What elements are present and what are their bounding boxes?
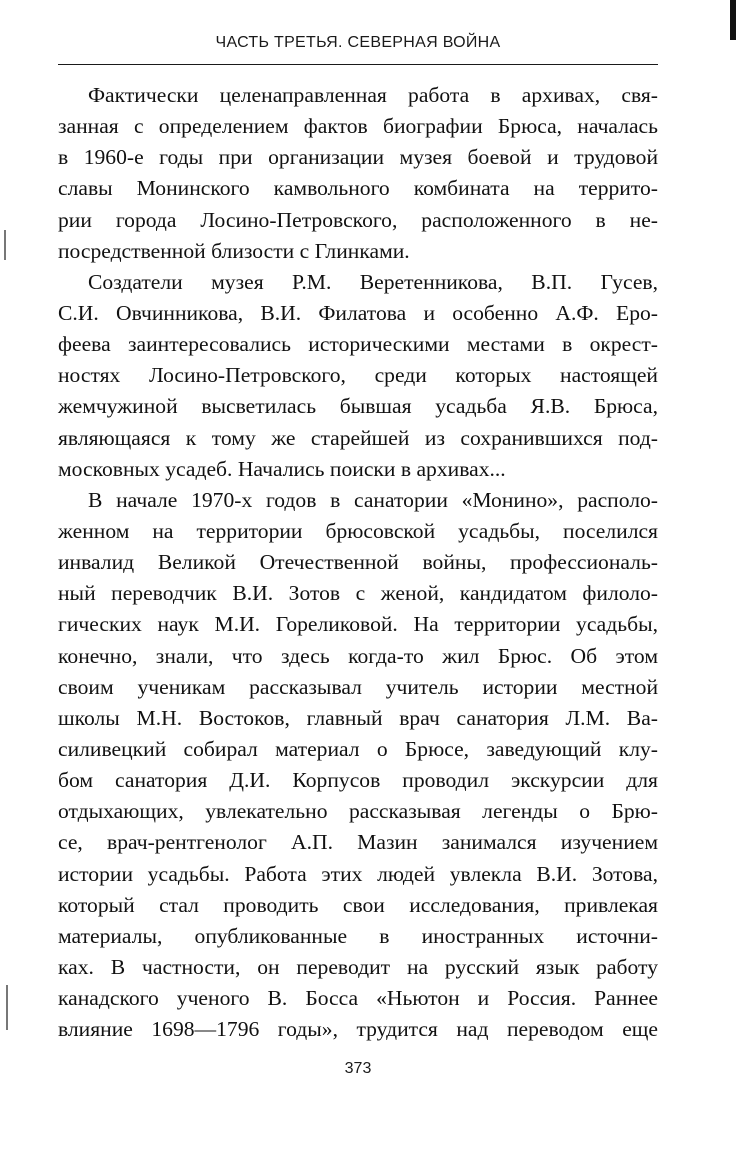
paragraph (58, 485, 658, 1046)
page-number: 373 (344, 1060, 372, 1077)
text-line: московных усадеб. Начались поиски в архивах... (58, 456, 506, 481)
running-title: ЧАСТЬ ТРЕТЬЯ. СЕВЕРНАЯ ВОЙНА (215, 34, 501, 51)
text-line: Фактически целенаправленная работа в архивах, свя- (88, 83, 658, 107)
text-line: феева заинтересовались историческими местами в окрест- (58, 332, 658, 357)
text-line: ный переводчик В.И. Зотов с женой, кандидатом филоло- (58, 581, 658, 606)
paragraph (58, 80, 658, 267)
text-line: рии города Лосино-Петровского, расположенного в не- (58, 207, 658, 232)
text-line: се, врач-рентгенолог А.П. Мазин занимался изучением (58, 830, 658, 855)
body-text (58, 80, 658, 1045)
text-line: славы Монинского камвольного комбината на террито- (58, 176, 658, 201)
text-line: занная с определением фактов биографии Брюса, началась (58, 114, 658, 139)
page-edge-mark (730, 0, 736, 40)
text-line: отдыхающих, увлекательно рассказывая легенды о Брю- (58, 799, 658, 824)
text-line: ностях Лосино-Петровского, среди которых настоящей (58, 363, 658, 388)
text-line: гических наук М.И. Гореликовой. На территории усадьбы, (58, 612, 658, 637)
gutter-mark (4, 230, 6, 260)
text-line: материалы, опубликованные в иностранных источни- (58, 923, 658, 948)
gutter-mark (6, 985, 8, 1030)
text-line: влияние 1698—1796 годы», трудится над переводом еще (58, 1017, 658, 1042)
text-line: В начале 1970-х годов в санатории «Монино», располо- (88, 487, 658, 512)
text-line: который стал проводить свои исследования, привлекая (58, 892, 658, 917)
header-rule (58, 64, 658, 65)
paragraph (58, 267, 658, 485)
text-line: силивецкий собирал материал о Брюсе, заведующий клу- (58, 736, 658, 761)
text-line: истории усадьбы. Работа этих людей увлекла В.И. Зотова, (58, 861, 658, 886)
text-line: жемчужиной высветилась бывшая усадьба Я.В. Брюса, (58, 394, 658, 419)
text-line: конечно, знали, что здесь когда-то жил Брюс. Об этом (58, 643, 658, 668)
text-line: С.И. Овчинникова, В.И. Филатова и особенно А.Ф. Еро- (58, 300, 658, 325)
text-line: в 1960-е годы при организации музея боевой и трудовой (58, 145, 658, 170)
text-line: ках. В частности, он переводит на русский язык работу (58, 954, 658, 979)
text-line: женном на территории брюсовской усадьбы, поселился (58, 518, 658, 543)
text-line: инвалид Великой Отечественной войны, профессиональ- (58, 550, 658, 575)
text-line: Создатели музея Р.М. Веретенникова, В.П. Гусев, (88, 269, 658, 294)
text-line: являющаяся к тому же старейшей из сохранившихся под- (58, 425, 658, 450)
text-line: бом санатория Д.И. Корпусов проводил экскурсии для (58, 768, 658, 793)
text-line: своим ученикам рассказывал учитель истории местной (58, 674, 658, 699)
text-line: школы М.Н. Востоков, главный врач санатория Л.М. Ва- (58, 705, 658, 730)
text-line: посредственной близости с Глинками. (58, 238, 410, 263)
text-line: канадского ученого В. Босса «Ньютон и Россия. Раннее (58, 986, 658, 1011)
